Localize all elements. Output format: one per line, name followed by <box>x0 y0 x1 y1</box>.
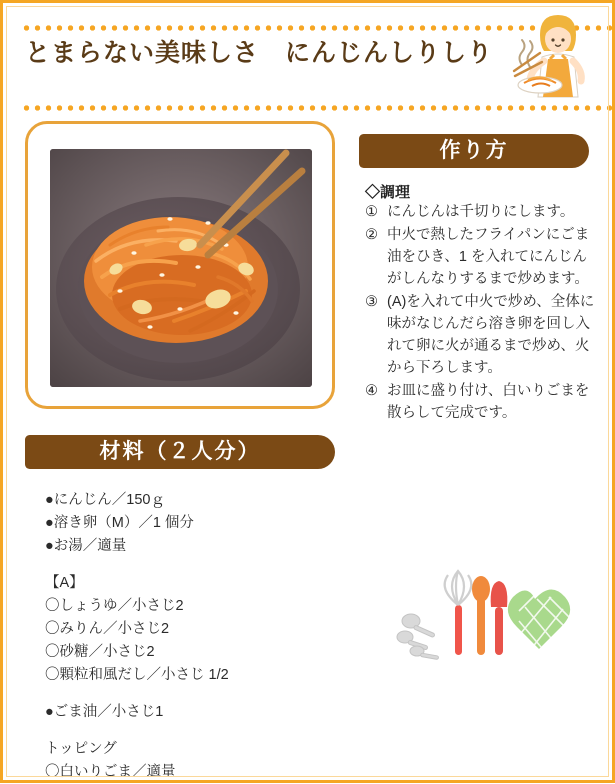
steps-list <box>365 201 597 425</box>
steps-subheading: ◇調理 <box>365 184 411 201</box>
step-text: 中火で熱したフライパンにごま油をひき、1 を入れてにんじんがしんなりするまで炒めます。 <box>387 227 590 287</box>
ingredient-spacer <box>45 558 345 572</box>
ingredients-heading: 材料（２人分） <box>25 435 335 469</box>
ingredient-group-label: トッピング <box>45 741 117 757</box>
ingredient-item: ●ごま油／小さじ1 <box>45 704 164 720</box>
ingredient-spacer <box>45 687 345 701</box>
step-number: ① <box>365 204 378 220</box>
ingredient-group-label: 【A】 <box>45 575 84 591</box>
step-item <box>365 201 597 223</box>
step-number: ③ <box>365 294 378 310</box>
step-item <box>365 291 597 379</box>
ingredient-item: 〇顆粒和風だし／小さじ 1/2 <box>45 667 229 683</box>
ingredient-item: 〇みりん／小さじ2 <box>45 621 170 637</box>
ingredient-item: ●お湯／適量 <box>45 538 127 554</box>
ingredients-list <box>45 489 345 784</box>
ingredient-item: ●溶き卵（M）／1 個分 <box>45 515 194 531</box>
step-item <box>365 380 597 424</box>
step-number: ④ <box>365 383 378 399</box>
cook-illustration <box>478 9 598 113</box>
ingredient-spacer <box>45 724 345 738</box>
dish-photo <box>50 149 312 387</box>
dish-photo-frame <box>25 121 335 409</box>
ingredient-item: 〇しょうゆ／小さじ2 <box>45 598 184 614</box>
step-text: お皿に盛り付け、白いりごまを散らして完成です。 <box>387 383 590 421</box>
step-number: ② <box>365 227 378 243</box>
ingredient-item: 〇砂糖／小さじ2 <box>45 644 155 660</box>
step-item <box>365 224 597 290</box>
ingredient-item: 〇白いりごま／適量 <box>45 764 176 780</box>
page-title: とまらない美味しさ にんじんしりしり <box>25 39 494 67</box>
ingredient-item: ●にんじん／150ｇ <box>45 492 165 508</box>
step-text: にんじんは千切りにします。 <box>387 204 575 220</box>
kitchen-utensils-illustration <box>395 563 575 663</box>
steps-heading: 作り方 <box>359 134 589 168</box>
step-text: (A)を入れて中火で炒め、全体に味がなじんだら溶き卵を回し入れて卵に火が通るまで炒め、火から下ろします。 <box>387 294 595 376</box>
